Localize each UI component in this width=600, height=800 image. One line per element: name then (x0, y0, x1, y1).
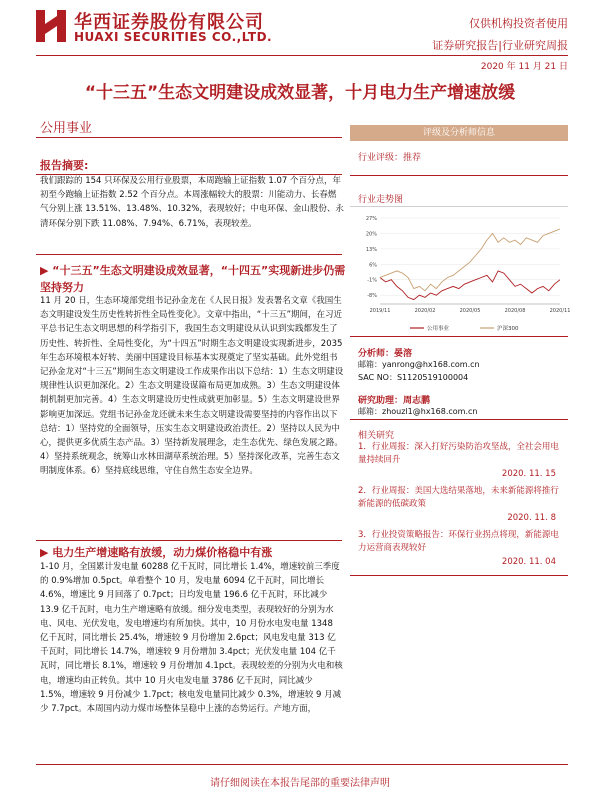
y-tick-label: -8% (367, 293, 377, 300)
analyst-sac-no: SAC NO：S1120519100004 (358, 373, 469, 382)
y-tick-label: 27% (365, 216, 377, 222)
y-tick-label: 20% (365, 231, 377, 238)
footer-disclaimer: 请仔细阅读在本报告尾部的重要法律声明 (210, 778, 390, 789)
assistant-email[interactable]: 邮箱：zhouzl1@hx168.com.cn (358, 407, 478, 416)
x-tick-label: 2020/08 (504, 308, 526, 314)
header-divider (36, 55, 568, 56)
x-tick-label: 2019/11 (369, 308, 391, 314)
report-date: 2020 年 11 月 21 日 (480, 62, 568, 72)
abstract-text: 我们跟踪的 154 只环保及公用行业股票，本周跑输上证指数 1.07 个百分点，年初至今跑输上证指数 2.52 个百分点。本周涨幅较大的股票：川能动力、长春燃气分别上涨 13.51%、13.48%、10.32%，表现较好；中电环保、金山股份、永清环保分别下跌 11.08%、7.94%、6.71%，表现较差。 (40, 176, 344, 229)
section1-heading: ▶ “十三五”生态文明建设成效显著，“十四五”实现新进步仍需坚持努力 (40, 264, 346, 294)
y-tick-label: 6% (369, 262, 377, 269)
assistant-name: 研究助理：周志鹏 (358, 396, 431, 406)
section1-text: 11 月 20 日，生态环境部党组书记孙金龙在《人民日报》发表署名文章《我国生态文明建设发生历史性转折性全局性变化》。文章中指出，“十三五”期间，在习近平总书记生态文明思想的科学指引下，我国生态文明建设从认识到实践都发生了历史性、转折性、全局性变化，为“十四五”时期生态文明建设实现新进步，2035 年生态环境根本好转、美丽中国建设目标基本实现奠定了坚实基础。此外党组书记孙金龙对“十三五”期间生态文明建设工作成果作出以下总结：1）生态文明建设规律性认识更加深化。2）生态文明建设谋篇布局更加成熟。3）生态文明建设体制机制更加完善。4）生态文明建设历史性成就更加彰显。5）生态文明建设世界影响更加深远。党组书记孙金龙还就未来生态文明建设需要坚持的内容作出以下总结：1）坚持党的全面领导，压实生态文明建设政治责任。2）坚持以人民为中心，提供更多优质生态产品。3）坚持新发展理念，走生态优先、绿色发展之路。4）坚持系统观念，统筹山水林田湖草系统治理。5）坚持深化改革，完善生态文明制度体系。6）坚持底线思维，守住自然生态安全边界。 (40, 296, 344, 477)
related-report-3[interactable]: 3．行业投资策略报告：环保行业拐点将现，新能源电力运营商表现较好 (358, 530, 559, 553)
related-report-1-date: 2020. 11. 15 (501, 469, 556, 479)
industry-divider (36, 137, 342, 138)
industry-rating: 行业评级：推荐 (358, 153, 422, 163)
related-report-1[interactable]: 1．行业周报：深入打好污染防治攻坚战，全社会用电量持续回升 (358, 442, 559, 465)
chart-divider (350, 336, 568, 337)
legend-label: 沪深300 (497, 326, 519, 332)
y-tick-label: 13% (365, 246, 377, 253)
analyst-email[interactable]: 邮箱：yanrong@hx168.com.cn (358, 360, 480, 369)
sidebar-header: 评级及分析师信息 (350, 125, 568, 141)
usage-note: 仅供机构投资者使用 (469, 17, 568, 30)
trend-chart-title: 行业走势图 (358, 195, 404, 205)
x-tick-label: 2020/05 (459, 308, 481, 314)
report-category: 证券研究报告|行业研究周报 (432, 39, 568, 52)
trend-divider (350, 206, 568, 207)
rating-divider (350, 175, 568, 176)
brand-name-cn: 华西证券股份有限公司 (74, 12, 264, 33)
sidebar-bottom-divider (350, 575, 568, 576)
related-report-2-date: 2020. 11. 8 (507, 513, 556, 523)
abstract-heading: 报告摘要: (40, 159, 89, 172)
related-report-2[interactable]: 2．行业周报：美国大选结果落地，未来新能源将推行新能源的低碳政策 (358, 486, 559, 509)
brand-name-en: HUAXI SECURITIES CO.,LTD. (74, 30, 273, 44)
x-tick-label: 2020/11 (549, 308, 571, 314)
section2-divider (36, 540, 342, 541)
industry-label: 公用事业 (40, 121, 93, 136)
y-tick-label: -1% (367, 277, 377, 284)
huaxi-logo-icon (36, 10, 66, 42)
trend-chart (350, 208, 571, 338)
section1-divider (36, 254, 342, 255)
section2-text: 1-10 月，全国累计发电量 60288 亿千瓦时，同比增长 1.4%，增速较前三季度的 0.9%增加 0.5pct。单看整个 10 月，发电量 6094 亿千瓦时，同比增长 4.6%，增速比 9 月回落了 0.7pct；日均发电量 196.6 亿千瓦时，环比减少 13.9 亿千瓦时，电力生产增速略有放缓。细分发电类型，表现较好的分别为水电、风电、光伏发电，发电增速均有所加快。其中，10 月份水电发电量 1348 亿千瓦时，同比增长 25.4%，增速较 9 月份增加 2.6pct；风电发电量 313 亿千瓦时，同比增长 14.7%，增速较 9 月份增加 3.4pct；光伏发电量 104 亿千瓦时，同比增长 8.1%，增速较 9 月份增加 4.1pct。表现较差的分别为火电和核电，增速均由正转负。其中 10 月火电发电量 3786 亿千瓦时，同比减少 1.5%，增速较 9 月份减少 1.7pct；核电发电量同比减少 0.3%，增速较 9 月减少 7.7pct。本周国内动力煤市场整体呈稳中上涨的态势运行。产地方面， (40, 562, 343, 715)
related-divider (350, 419, 568, 420)
x-tick-label: 2020/02 (414, 308, 436, 314)
legend-label: 公用事业 (427, 326, 450, 332)
analyst-name: 分析师：晏溶 (358, 349, 413, 359)
footer-divider (36, 764, 568, 765)
report-title: “十三五”生态文明建设成效显著，十月电力生产增速放缓 (84, 83, 516, 103)
related-report-3-date: 2020. 11. 04 (501, 557, 556, 567)
related-heading: 相关研究 (358, 431, 395, 441)
section2-heading: ▶ 电力生产增速略有放缓，动力煤价格稳中有涨 (40, 546, 273, 559)
